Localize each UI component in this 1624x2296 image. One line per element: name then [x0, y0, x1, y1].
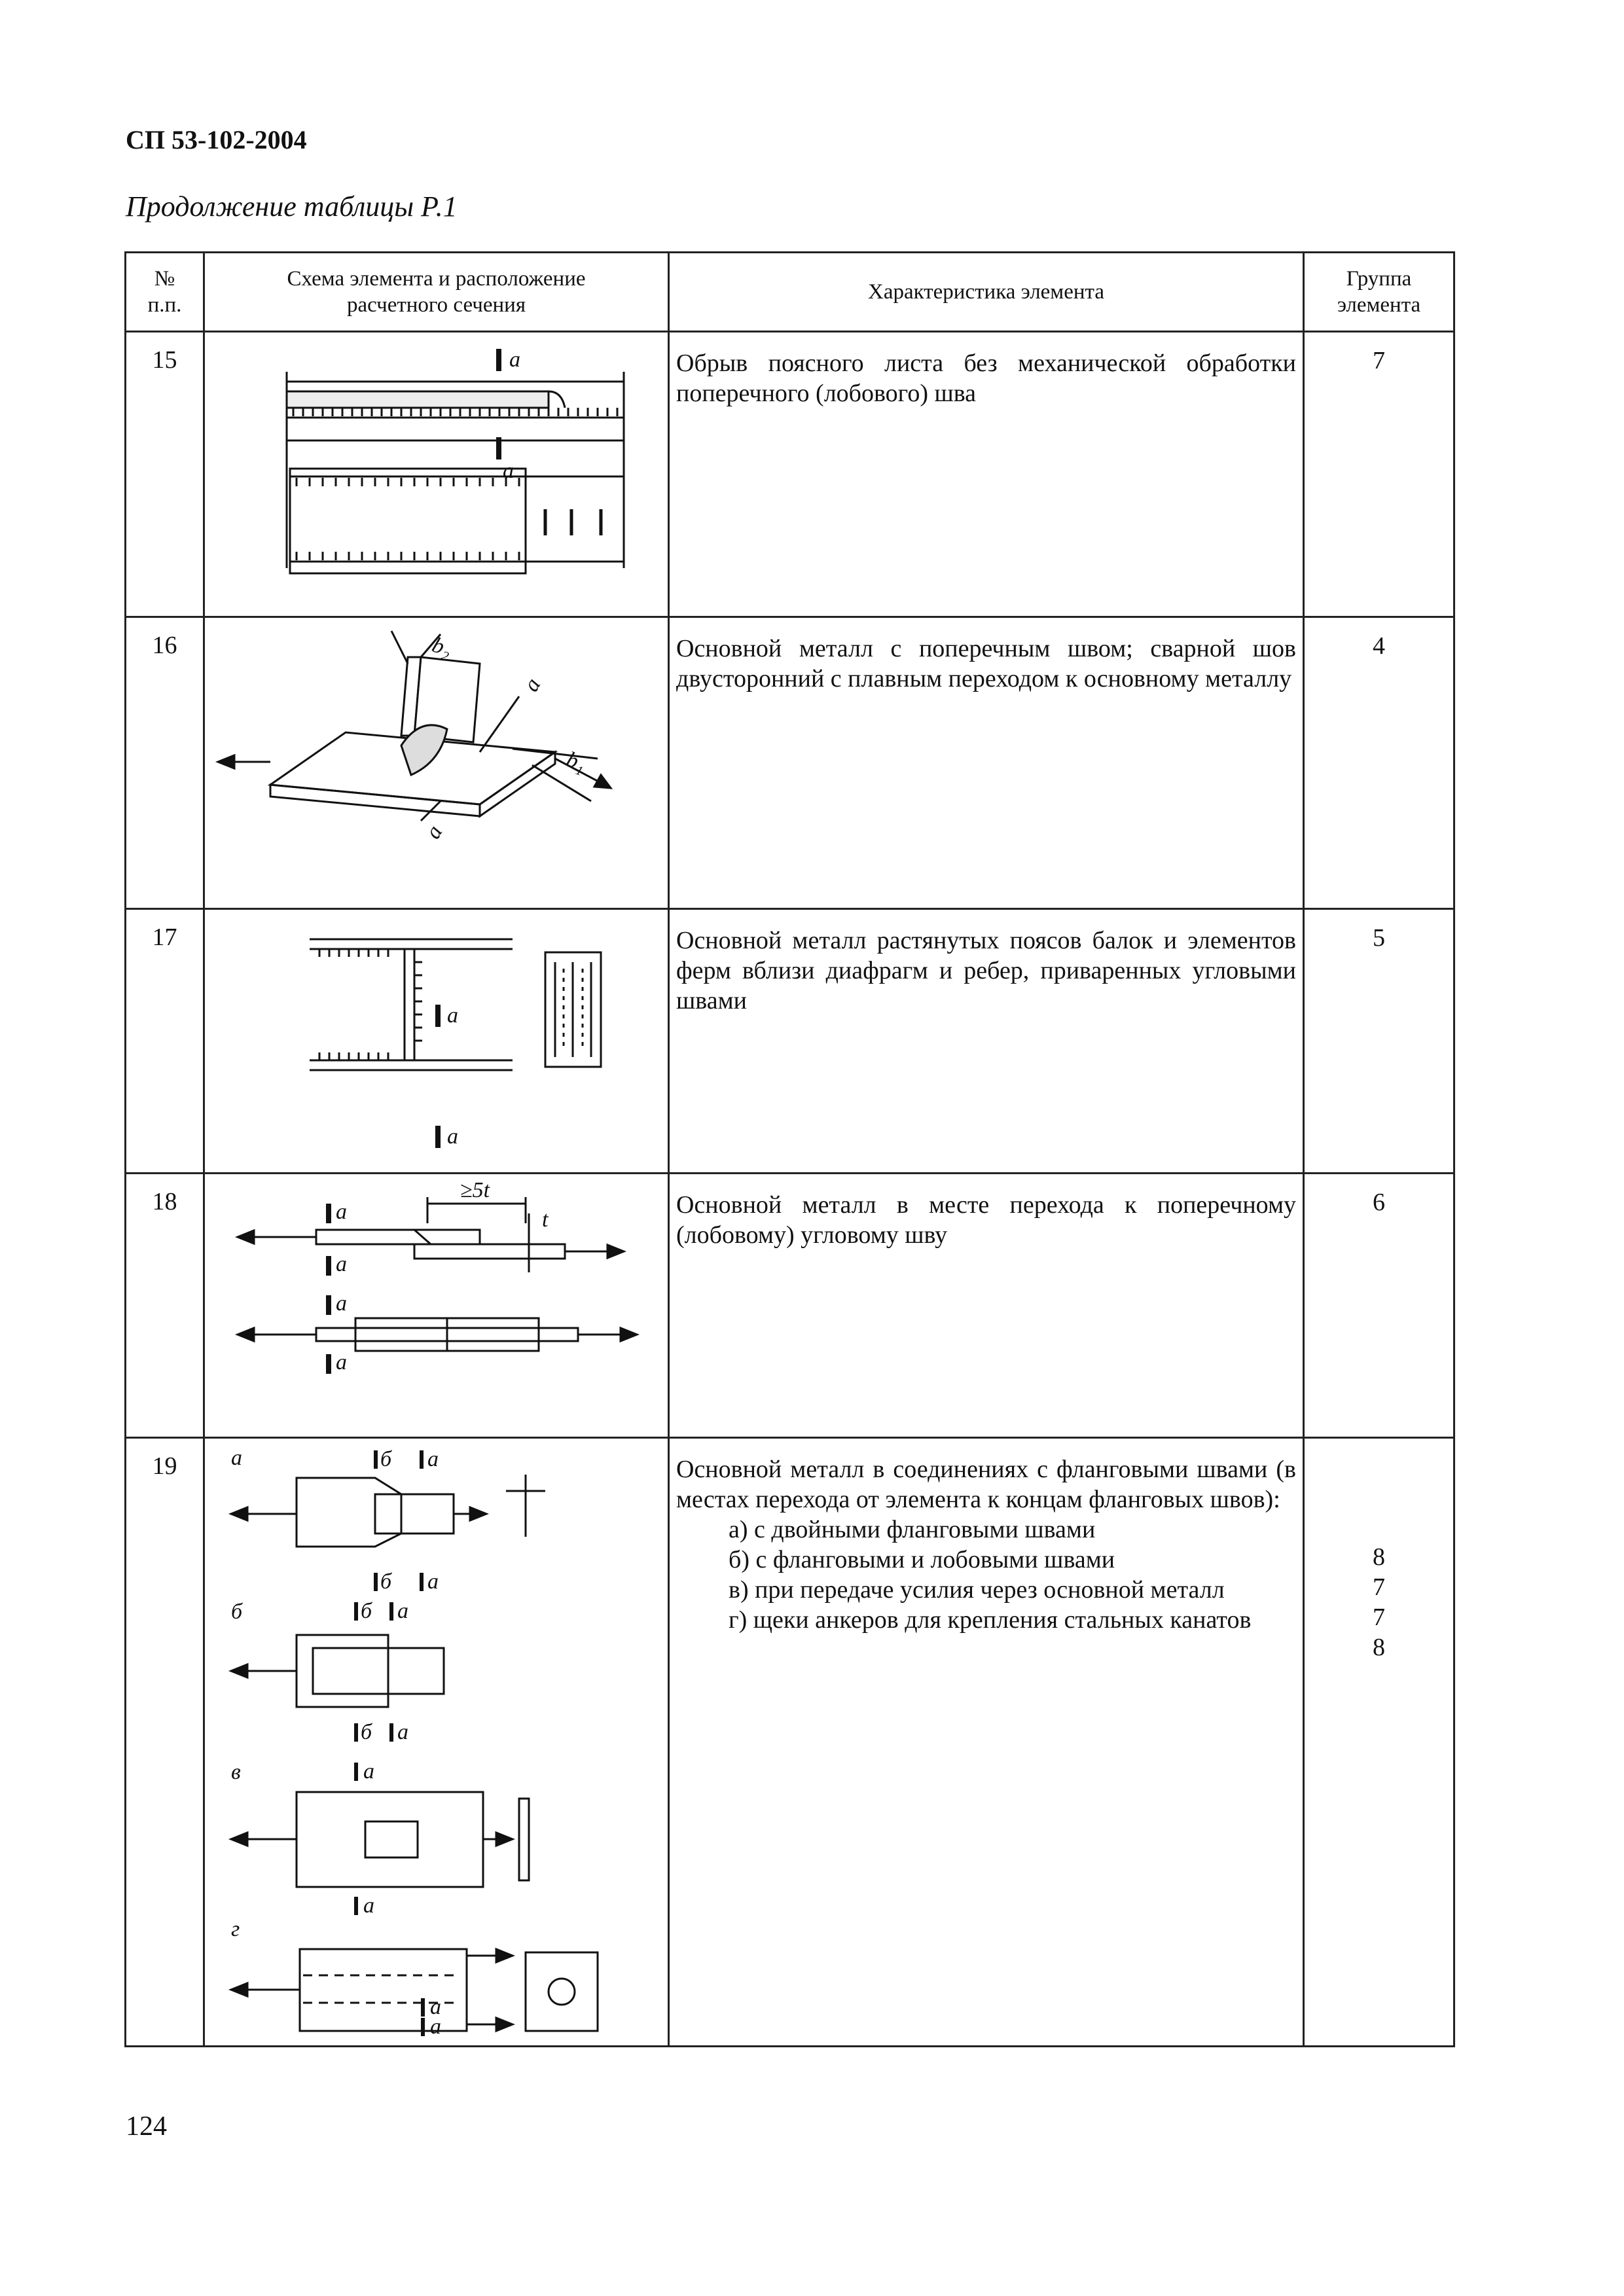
row-group-value: 8	[1373, 1634, 1385, 1661]
section-label-a: a	[363, 1759, 374, 1784]
row-group: 5	[1304, 909, 1454, 1174]
scheme-19-drawing	[205, 1439, 666, 2043]
row-number: 15	[126, 332, 204, 617]
dimension-label-b2: b₂	[429, 632, 456, 662]
row-characteristic: Основной металл растянутых поясов балок и элементов ферм вблизи диафрагм и ребер, приваренных угловыми швами	[669, 909, 1304, 1174]
row-number: 16	[126, 617, 204, 909]
section-label-a: a	[397, 1599, 408, 1623]
scheme-15-drawing	[205, 332, 666, 614]
col-header-group: Группа элемента	[1304, 253, 1454, 332]
elements-table	[124, 251, 1455, 2047]
section-label-a: a	[336, 1350, 347, 1374]
row-number: 18	[126, 1174, 204, 1438]
row-number: 19	[126, 1438, 204, 2047]
table-row	[126, 1438, 1454, 2047]
section-label-b: б	[361, 1720, 372, 1744]
section-label-a: a	[503, 459, 514, 483]
row-group: 6	[1304, 1174, 1454, 1438]
section-label-a: a	[518, 673, 546, 696]
row-characteristic: Основной металл в месте перехода к поперечному (лобовому) угловому шву	[669, 1174, 1304, 1438]
table-row	[126, 617, 1454, 909]
section-label-a: a	[336, 1291, 347, 1316]
row-characteristic: Основной металл с поперечным швом; сварной шов двусторонний с плавным переходом к основному металлу	[669, 617, 1304, 909]
col-header-number: № п.п.	[126, 253, 204, 332]
row-characteristic: Обрыв поясного листа без механической обработки поперечного (лобового) шва	[669, 332, 1304, 617]
section-label-a: a	[397, 1720, 408, 1744]
row-group-value: 7	[1373, 1604, 1385, 1631]
section-label-b: б	[380, 1570, 392, 1594]
dimension-label-t: t	[542, 1208, 549, 1232]
subfigure-label-g: г	[231, 1917, 240, 1941]
table-row	[126, 332, 1454, 617]
section-label-b: б	[361, 1599, 372, 1623]
section-label-a: a	[430, 2015, 441, 2039]
table-row	[126, 1174, 1454, 1438]
col-header-scheme: Схема элемента и расположение расчетного сечения	[204, 253, 669, 332]
row-group: 4	[1304, 617, 1454, 909]
section-label-a: a	[509, 348, 520, 372]
section-label-b: б	[380, 1447, 392, 1471]
dimension-label-5t: ≥5t	[460, 1178, 490, 1202]
scheme-16-drawing	[205, 618, 666, 906]
row-scheme	[204, 332, 669, 617]
section-label-a: a	[430, 1995, 441, 2019]
row-scheme	[204, 1174, 669, 1438]
row-group	[1304, 1438, 1454, 2047]
col-header-characteristic: Характеристика элемента	[669, 253, 1304, 332]
table-caption: Продолжение таблицы Р.1	[126, 190, 458, 223]
section-label-a: a	[447, 1003, 458, 1028]
row-group-value: 8	[1373, 1543, 1385, 1571]
scheme-18-drawing	[205, 1174, 666, 1435]
scheme-17-drawing	[205, 910, 666, 1170]
section-label-a: a	[447, 1124, 458, 1149]
document-code: СП 53-102-2004	[126, 125, 307, 154]
list-item: г) щеки анкеров для крепления стальных канатов	[729, 1606, 1252, 1634]
subfigure-label-b: б	[231, 1600, 243, 1624]
row-group: 7	[1304, 332, 1454, 617]
list-item: а) с двойными фланговыми швами	[729, 1516, 1096, 1543]
row-number: 17	[126, 909, 204, 1174]
table-row	[126, 909, 1454, 1174]
row-group-value: 7	[1373, 1573, 1385, 1601]
subfigure-label-a: а	[231, 1446, 242, 1470]
section-label-a: a	[336, 1200, 347, 1224]
section-label-a: a	[427, 1570, 439, 1594]
row-scheme	[204, 909, 669, 1174]
list-item: в) при передаче усилия через основной металл	[729, 1576, 1225, 1604]
row-characteristic-intro: Основной металл в соединениях с фланговыми швами (в местах перехода от элемента к концам фланговых швов):	[676, 1456, 1296, 1513]
page-number: 124	[126, 2111, 167, 2142]
list-item: б) с фланговыми и лобовыми швами	[729, 1546, 1115, 1573]
subfigure-label-v: в	[231, 1760, 241, 1784]
section-label-a: a	[427, 1447, 439, 1471]
dimension-label-b1: b₁	[563, 747, 590, 777]
section-label-a: a	[336, 1252, 347, 1276]
row-scheme	[204, 1438, 669, 2047]
section-label-a: a	[363, 1893, 374, 1918]
row-scheme	[204, 617, 669, 909]
row-characteristic	[669, 1438, 1304, 2047]
table-header-row	[126, 253, 1454, 332]
section-label-a: a	[420, 821, 448, 843]
